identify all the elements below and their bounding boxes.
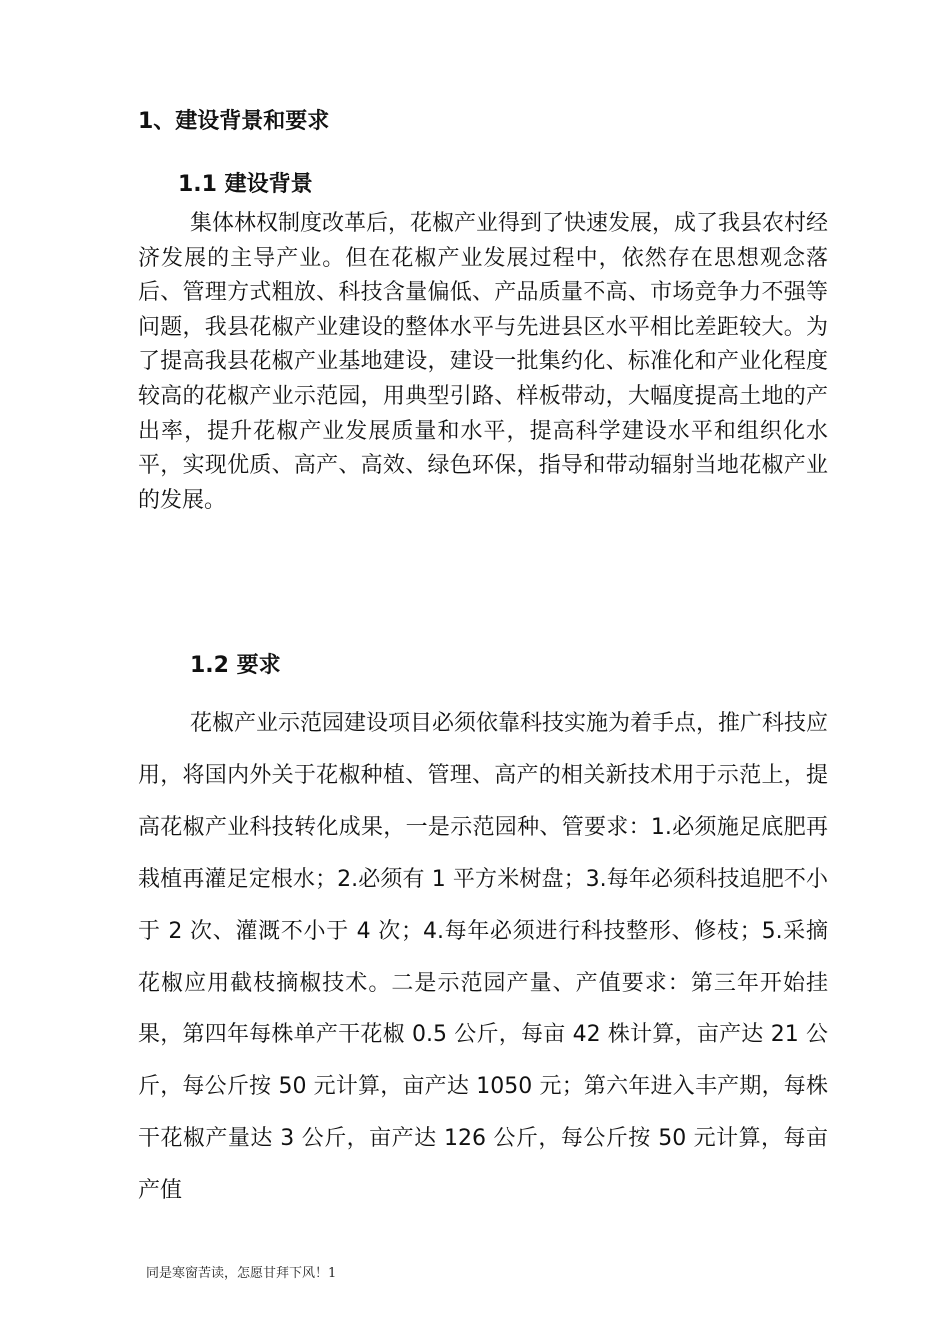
section-heading-1: 1、建设背景和要求 xyxy=(138,109,330,134)
subsection-heading-requirements: 1.2 要求 xyxy=(190,653,281,678)
page-footer: 同是寒窗苦读，怎愿甘拜下风！1 xyxy=(146,1266,337,1281)
subsection-heading-background: 1.1 建设背景 xyxy=(178,172,313,197)
paragraph-requirements: 花椒产业示范园建设项目必须依靠科技实施为着手点，推广科技应用，将国内外关于花椒种植、管理、高产的相关新技术用于示范上，提高花椒产业科技转化成果，一是示范园种、管要求：1.必须施足底肥再栽植再灌足定根水；2.必须有 1 平方米树盘；3.每年必须科技追肥不小于 2 次、灌溉不小于 4 次；4.每年必须进行科技整形、修枝；5.采摘花椒应用截枝摘椒技术。二是示范园产量、产值要求：第三年开始挂果，第四年每株单产干花椒 0.5 公斤，每亩 42 株计算，亩产达 21 公斤，每公斤按 50 元计算，亩产达 1050 元；第六年进入丰产期，每株干花椒产量达 3 公斤，亩产达 126 公斤，每公斤按 50 元计算，每亩产值 xyxy=(138,711,829,1204)
paragraph-background: 集体林权制度改革后，花椒产业得到了快速发展，成了我县农村经济发展的主导产业。但在花椒产业发展过程中，依然存在思想观念落后、管理方式粗放、科技含量偏低、产品质量不高、市场竞争力不强等问题，我县花椒产业建设的整体水平与先进县区水平相比差距较大。为了提高我县花椒产业基地建设，建设一批集约化、标准化和产业化程度较高的花椒产业示范园，用典型引路、样板带动，大幅度提高土地的产出率，提升花椒产业发展质量和水平，提高科学建设水平和组织化水平，实现优质、高产、高效、绿色环保，指导和带动辐射当地花椒产业的发展。 xyxy=(138,211,829,513)
